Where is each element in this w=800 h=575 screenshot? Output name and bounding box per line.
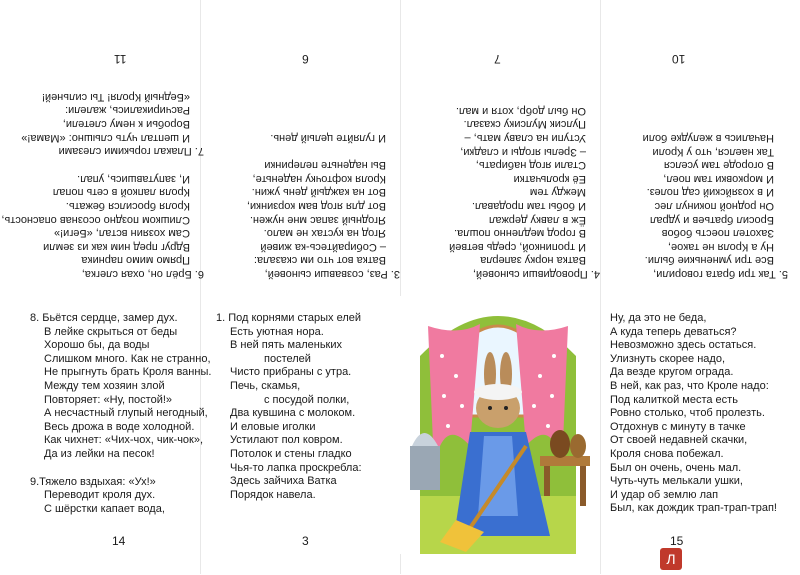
page-14-text	[30, 312, 212, 552]
poem-line: Весь дрожа в воде холодной.	[44, 420, 195, 433]
poem-line: с посудой полки,	[264, 393, 350, 406]
poem-line: Кроля бросился бежать.	[65, 200, 190, 213]
poem-line: Чисто прибраны с утра.	[230, 366, 352, 379]
poem-line: Улизнуть скорее надо,	[610, 352, 726, 365]
page-10-text	[608, 40, 788, 280]
poem-line: Устилают пол ковром.	[230, 434, 343, 447]
poem-line: Ёж в лавку держал	[488, 213, 586, 226]
poem-line: Ватка норку заперла	[480, 254, 586, 267]
poem-line: Ровно столько, чтоб пролезть.	[610, 407, 765, 420]
poem-line: Был он очень, очень мал.	[610, 461, 742, 474]
poem-line: Чья-то лапка проскребла:	[230, 461, 362, 474]
poem-line: Здесь зайчиха Ватка	[230, 475, 337, 488]
poem-line	[24, 157, 204, 171]
poem-line: Под калиткой места есть	[610, 393, 738, 406]
poem-line: И тропинкой, средь ветвей	[449, 240, 586, 253]
poem-line: И в хозяйский сад полез.	[646, 186, 774, 199]
poem-line: Сам хозяин встал, «Беги!»	[53, 227, 190, 240]
poem-line: Расчирикались, жалели:	[65, 104, 190, 117]
poem-line: В ней, как раз, что Кроле надо:	[610, 379, 769, 392]
poem-line: В ней пять маленьких	[230, 339, 343, 352]
poem-line: Был, как дождик трап-трап-трап!	[610, 502, 777, 515]
poem-line: Чуть-чуть мелькали ушки,	[610, 475, 743, 488]
poem-line: И еловые иголки	[230, 420, 316, 433]
poem-line: 4. Проводивши сыновей,	[472, 268, 600, 280]
poem-line: Вы наденьте пелеринки	[264, 159, 386, 172]
poem-line: Слишком много. Как не странно,	[44, 352, 211, 365]
poem-line: Воробьи к нему слетели,	[62, 118, 190, 131]
poem-line: И шептал чуть слышно: «Мама!»	[21, 131, 190, 144]
poem-line: 9.Тяжело вздыхая: «Ух!»	[30, 475, 156, 488]
poem-line: Потолок и стены гладко	[230, 447, 352, 460]
poem-line: От своей недавней скачки,	[610, 434, 748, 447]
poem-line: Два кувшина с молоком.	[230, 407, 356, 420]
poem-line: Прямо мимо парника	[81, 254, 190, 267]
poem-line: 3. Раз, созвавши сыновей,	[264, 268, 400, 280]
rabbit-sweeping-illustration	[400, 296, 596, 554]
page-6-text	[220, 40, 400, 280]
page-number-3: 3	[302, 534, 309, 548]
poem-line: В лейке скрыться от беды	[44, 325, 178, 338]
poem-line: Вот для ягод вам корзинки,	[246, 200, 386, 213]
poem-line	[220, 144, 400, 158]
publisher-logo-icon	[660, 548, 682, 570]
poem-line: «Бедный Кроля! Ты сильней!	[41, 90, 190, 103]
poem-line: 1. Под корнями старых елей	[216, 312, 361, 324]
poem-line: Захотел поесть бобов	[661, 227, 774, 240]
poem-line: Невозможно здесь остаться.	[610, 339, 757, 352]
poem-line: Слишком поздно осознав опасность,	[1, 213, 190, 226]
poem-line: 8. Бьётся сердце, замер дух.	[30, 312, 178, 324]
poem-line: Переводит кроля дух.	[44, 489, 156, 502]
poem-line: В огороде там уселся	[663, 159, 774, 172]
poem-line: Между тем хозяин злой	[44, 379, 165, 392]
poem-line: Кроля лапкой в сеть попал	[52, 186, 190, 199]
poem-line: А куда теперь деваться?	[610, 325, 737, 338]
poem-line: Начались в желудке боли	[642, 132, 774, 145]
page-fold	[600, 0, 601, 574]
poem-line: И бобы там продавал.	[471, 200, 586, 213]
poem-line	[30, 462, 200, 476]
poem-line: В город медленно пошла.	[454, 227, 586, 240]
poem-line: Уступи на славу мать, –	[464, 132, 586, 145]
poem-line: И удар об землю лап	[610, 488, 719, 501]
poem-line: Стали ягод набирать,	[475, 159, 586, 172]
poem-line: А несчастный глупый негодный,	[44, 407, 208, 420]
poem-line: Ватка вот что им сказала:	[253, 254, 386, 267]
poem-line: Ну, да это не беда,	[610, 312, 707, 324]
poem-line: Повторяет: «Ну, постой!»	[44, 393, 173, 406]
page-3-text	[216, 312, 396, 552]
poem-line: – Собирайтесь-ка живей	[260, 240, 386, 253]
poem-line: Отдохнув с минуту в тачке	[610, 420, 746, 433]
page-15-text	[610, 312, 796, 552]
poem-line: Да везде кругом ограда.	[610, 366, 734, 379]
poem-line: Её крольчатки	[513, 172, 586, 185]
poem-line: Пулсик Мулсику сказал.	[463, 118, 586, 131]
poem-line: Кроля кофточку наденьте,	[252, 172, 386, 185]
poem-line: Не прыгнуть брать Кроля ванны.	[44, 366, 212, 379]
page-number-7: 7	[494, 52, 501, 66]
poem-line: Он родной покинул лес	[654, 200, 774, 213]
poem-line: Вот на каждый день ужин.	[251, 186, 386, 199]
page-11-text	[1, 40, 204, 280]
page-number-14: 14	[112, 534, 126, 548]
poem-line: Ягод на кустах не мало.	[263, 227, 386, 240]
poem-line: Он был добр, хотя и мал.	[455, 104, 586, 117]
poem-line: Кроля снова побежал.	[610, 447, 724, 460]
poem-line: Как чихнет: «Чих-чох, чик-чок»,	[44, 434, 204, 447]
poem-line: Вдруг пред ним как из земли	[43, 240, 190, 253]
poem-line: И гуляйте целый день.	[270, 131, 386, 144]
poem-line: Ну а Кроля не такое,	[667, 240, 774, 253]
poem-line: Печь, скамья,	[230, 379, 301, 392]
poem-line: Хорошо бы, да воды	[44, 339, 150, 352]
poem-line: Ягодный запас мне нужен.	[249, 213, 386, 226]
poem-line: Есть уютная нора.	[230, 325, 324, 338]
poem-line: 5. Так три брата говорили,	[653, 268, 788, 280]
poem-line: Да из лейки на песок!	[44, 447, 155, 460]
poem-line: И морковки там поел,	[663, 172, 774, 185]
poem-line: Все три умненькие были.	[644, 254, 774, 267]
poem-line: постелей	[264, 352, 311, 365]
page-number-10: 10	[672, 52, 686, 66]
poem-line: – Зрелы ягоды и сладки,	[460, 145, 586, 158]
svg-text:Л: Л	[666, 551, 676, 567]
page-number-15: 15	[670, 534, 684, 548]
poem-line: Порядок навела.	[230, 488, 316, 501]
page-number-11: 11	[114, 52, 127, 66]
page-number-6: 6	[302, 52, 309, 66]
poem-line: Бросил братьев и удрал	[649, 213, 774, 226]
poem-line: 7. Плакал горькими слезами	[58, 145, 204, 158]
poem-line: Так наелся, что у Кроли	[652, 145, 774, 158]
poem-line: 6. Брёл он, охая слегка,	[81, 268, 204, 280]
page-7-text	[420, 40, 600, 280]
poem-line: С шёрстки капает вода,	[44, 502, 165, 515]
poem-line: И, запутавшись, упал.	[77, 172, 190, 185]
poem-line: Между тем	[529, 186, 586, 199]
